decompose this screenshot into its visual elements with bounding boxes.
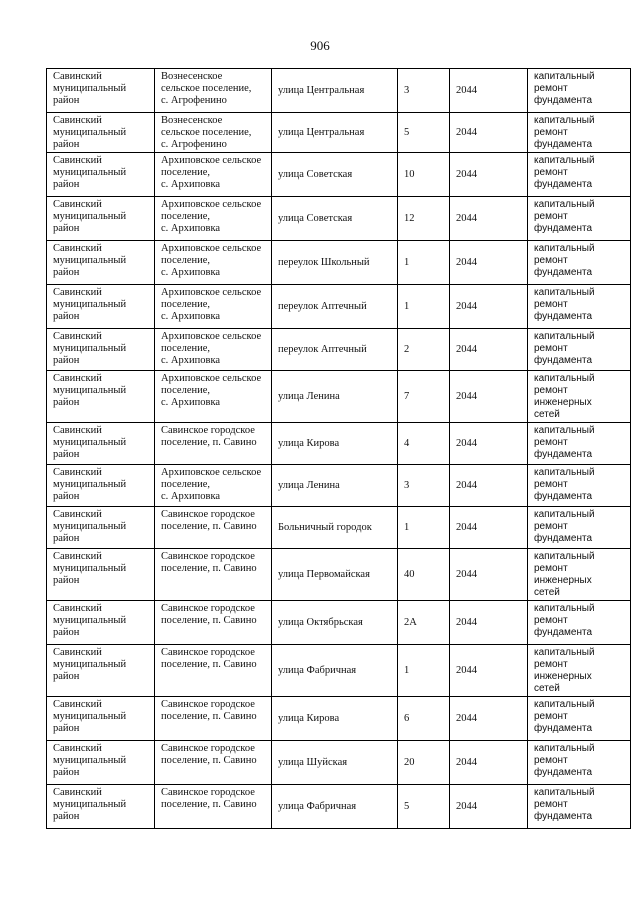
street-cell-text: переулок Аптечный xyxy=(278,300,367,312)
settlement-cell xyxy=(155,549,272,601)
district-cell xyxy=(47,507,155,549)
settlement-cell-text: Архиповское сельское поселение, с. Архиповка xyxy=(161,331,262,366)
district-cell xyxy=(47,741,155,785)
table-row xyxy=(47,69,631,113)
settlement-cell-text: Савинское городское поселение, п. Савино xyxy=(161,787,257,810)
table-row xyxy=(47,465,631,507)
year-cell xyxy=(450,645,528,697)
house-number-cell xyxy=(398,785,450,829)
district-cell-text: Савинский муниципальный район xyxy=(53,155,127,190)
work-type-cell xyxy=(528,645,631,697)
house-number-cell xyxy=(398,329,450,371)
house-number-cell-text: 4 xyxy=(404,437,410,449)
year-cell-text: 2044 xyxy=(456,616,477,628)
year-cell xyxy=(450,507,528,549)
settlement-cell-text: Савинское городское поселение, п. Савино xyxy=(161,603,257,626)
settlement-cell xyxy=(155,69,272,113)
district-cell-text: Савинский муниципальный район xyxy=(53,71,127,106)
house-number-cell xyxy=(398,645,450,697)
street-cell-text: переулок Аптечный xyxy=(278,343,367,355)
district-cell-text: Савинский муниципальный район xyxy=(53,467,127,502)
work-type-cell-text: капитальный ремонт фундамента xyxy=(534,743,595,778)
settlement-cell-text: Архиповское сельское поселение, с. Архиповка xyxy=(161,287,262,322)
work-type-cell xyxy=(528,241,631,285)
street-cell-text: улица Ленина xyxy=(278,390,340,402)
district-cell-text: Савинский муниципальный район xyxy=(53,743,127,778)
year-cell xyxy=(450,241,528,285)
settlement-cell-text: Савинское городское поселение, п. Савино xyxy=(161,509,257,532)
district-cell-text: Савинский муниципальный район xyxy=(53,603,127,638)
settlement-cell xyxy=(155,741,272,785)
work-type-cell-text: капитальный ремонт фундамента xyxy=(534,115,595,150)
district-cell xyxy=(47,197,155,241)
street-cell xyxy=(272,285,398,329)
year-cell-text: 2044 xyxy=(456,126,477,138)
table-row xyxy=(47,371,631,423)
house-number-cell-text: 5 xyxy=(404,800,410,812)
settlement-cell-text: Савинское городское поселение, п. Савино xyxy=(161,551,257,574)
work-type-cell-text: капитальный ремонт фундамента xyxy=(534,787,595,822)
work-type-cell xyxy=(528,285,631,329)
year-cell xyxy=(450,423,528,465)
street-cell xyxy=(272,69,398,113)
street-cell xyxy=(272,601,398,645)
street-cell-text: улица Фабричная xyxy=(278,664,357,676)
house-number-cell-text: 1 xyxy=(404,300,410,312)
work-type-cell xyxy=(528,153,631,197)
settlement-cell xyxy=(155,785,272,829)
settlement-cell xyxy=(155,465,272,507)
district-cell xyxy=(47,645,155,697)
house-number-cell xyxy=(398,697,450,741)
settlement-cell xyxy=(155,371,272,423)
year-cell-text: 2044 xyxy=(456,437,477,449)
street-cell-text: улица Ленина xyxy=(278,479,340,491)
street-cell-text: улица Кирова xyxy=(278,712,340,724)
house-number-cell-text: 40 xyxy=(404,568,415,580)
table-row xyxy=(47,785,631,829)
house-number-cell xyxy=(398,69,450,113)
settlement-cell xyxy=(155,601,272,645)
street-cell xyxy=(272,153,398,197)
street-cell xyxy=(272,241,398,285)
work-type-cell xyxy=(528,113,631,153)
street-cell-text: улица Кирова xyxy=(278,437,340,449)
street-cell xyxy=(272,371,398,423)
table-row xyxy=(47,329,631,371)
district-cell xyxy=(47,371,155,423)
work-type-cell xyxy=(528,785,631,829)
work-type-cell-text: капитальный ремонт фундамента xyxy=(534,603,595,638)
house-number-cell xyxy=(398,197,450,241)
house-number-cell xyxy=(398,549,450,601)
house-number-cell xyxy=(398,601,450,645)
year-cell xyxy=(450,113,528,153)
year-cell xyxy=(450,153,528,197)
house-number-cell-text: 10 xyxy=(404,168,415,180)
table-row xyxy=(47,697,631,741)
work-type-cell xyxy=(528,371,631,423)
work-type-cell xyxy=(528,741,631,785)
house-number-cell-text: 1 xyxy=(404,521,410,533)
table-row xyxy=(47,423,631,465)
street-cell-text: переулок Школьный xyxy=(278,256,370,268)
year-cell-text: 2044 xyxy=(456,256,477,268)
house-number-cell-text: 7 xyxy=(404,390,410,402)
house-number-cell-text: 6 xyxy=(404,712,410,724)
district-cell xyxy=(47,785,155,829)
district-cell-text: Савинский муниципальный район xyxy=(53,509,127,544)
work-type-cell xyxy=(528,197,631,241)
year-cell xyxy=(450,197,528,241)
work-type-cell-text: капитальный ремонт фундамента xyxy=(534,155,595,190)
district-cell-text: Савинский муниципальный район xyxy=(53,787,127,822)
district-cell-text: Савинский муниципальный район xyxy=(53,115,127,150)
year-cell-text: 2044 xyxy=(456,168,477,180)
district-cell xyxy=(47,241,155,285)
work-type-cell-text: капитальный ремонт инженерных сетей xyxy=(534,647,595,694)
house-number-cell xyxy=(398,423,450,465)
district-cell xyxy=(47,465,155,507)
work-type-cell-text: капитальный ремонт фундамента xyxy=(534,425,595,460)
street-cell-text: улица Первомайская xyxy=(278,568,370,580)
year-cell-text: 2044 xyxy=(456,343,477,355)
year-cell xyxy=(450,549,528,601)
settlement-cell xyxy=(155,241,272,285)
street-cell-text: улица Фабричная xyxy=(278,800,357,812)
house-number-cell-text: 2А xyxy=(404,616,417,628)
house-number-cell xyxy=(398,465,450,507)
work-type-cell xyxy=(528,601,631,645)
settlement-cell-text: Вознесенское сельское поселение, с. Агрофенино xyxy=(161,115,252,150)
district-cell-text: Савинский муниципальный район xyxy=(53,425,127,460)
year-cell xyxy=(450,69,528,113)
year-cell-text: 2044 xyxy=(456,212,477,224)
settlement-cell xyxy=(155,423,272,465)
street-cell xyxy=(272,549,398,601)
work-type-cell-text: капитальный ремонт фундамента xyxy=(534,509,595,544)
year-cell xyxy=(450,601,528,645)
house-number-cell-text: 12 xyxy=(404,212,415,224)
settlement-cell-text: Архиповское сельское поселение, с. Архиповка xyxy=(161,243,262,278)
district-cell-text: Савинский муниципальный район xyxy=(53,287,127,322)
district-cell xyxy=(47,153,155,197)
table-row xyxy=(47,507,631,549)
settlement-cell-text: Савинское городское поселение, п. Савино xyxy=(161,647,257,670)
settlement-cell xyxy=(155,113,272,153)
settlement-cell-text: Архиповское сельское поселение, с. Архиповка xyxy=(161,199,262,234)
registry-table-body xyxy=(47,69,631,829)
settlement-cell xyxy=(155,197,272,241)
work-type-cell-text: капитальный ремонт фундамента xyxy=(534,287,595,322)
district-cell xyxy=(47,329,155,371)
work-type-cell xyxy=(528,549,631,601)
district-cell-text: Савинский муниципальный район xyxy=(53,199,127,234)
house-number-cell-text: 1 xyxy=(404,256,410,268)
year-cell-text: 2044 xyxy=(456,712,477,724)
street-cell xyxy=(272,423,398,465)
district-cell-text: Савинский муниципальный район xyxy=(53,647,127,682)
district-cell xyxy=(47,69,155,113)
house-number-cell-text: 20 xyxy=(404,756,415,768)
house-number-cell xyxy=(398,113,450,153)
settlement-cell-text: Савинское городское поселение, п. Савино xyxy=(161,699,257,722)
street-cell xyxy=(272,645,398,697)
year-cell-text: 2044 xyxy=(456,84,477,96)
house-number-cell xyxy=(398,371,450,423)
table-row xyxy=(47,197,631,241)
street-cell xyxy=(272,113,398,153)
table-row xyxy=(47,741,631,785)
street-cell-text: улица Шуйская xyxy=(278,756,348,768)
page-number: 906 xyxy=(310,38,330,53)
settlement-cell-text: Вознесенское сельское поселение, с. Агрофенино xyxy=(161,71,252,106)
street-cell-text: улица Центральная xyxy=(278,84,365,96)
year-cell xyxy=(450,741,528,785)
work-type-cell-text: капитальный ремонт инженерных сетей xyxy=(534,551,595,598)
district-cell-text: Савинский муниципальный район xyxy=(53,243,127,278)
year-cell-text: 2044 xyxy=(456,756,477,768)
house-number-cell-text: 3 xyxy=(404,84,410,96)
year-cell xyxy=(450,697,528,741)
work-type-cell xyxy=(528,329,631,371)
house-number-cell xyxy=(398,153,450,197)
house-number-cell-text: 3 xyxy=(404,479,410,491)
table-row xyxy=(47,241,631,285)
settlement-cell xyxy=(155,697,272,741)
work-type-cell xyxy=(528,697,631,741)
table-row xyxy=(47,549,631,601)
work-type-cell xyxy=(528,507,631,549)
year-cell-text: 2044 xyxy=(456,390,477,402)
work-type-cell-text: капитальный ремонт фундамента xyxy=(534,467,595,502)
district-cell xyxy=(47,697,155,741)
street-cell xyxy=(272,785,398,829)
year-cell-text: 2044 xyxy=(456,800,477,812)
year-cell-text: 2044 xyxy=(456,479,477,491)
year-cell xyxy=(450,371,528,423)
table-row xyxy=(47,285,631,329)
year-cell-text: 2044 xyxy=(456,300,477,312)
house-number-cell xyxy=(398,285,450,329)
work-type-cell xyxy=(528,465,631,507)
table-row xyxy=(47,601,631,645)
work-type-cell-text: капитальный ремонт фундамента xyxy=(534,331,595,366)
work-type-cell-text: капитальный ремонт инженерных сетей xyxy=(534,373,595,420)
work-type-cell-text: капитальный ремонт фундамента xyxy=(534,71,595,106)
settlement-cell-text: Архиповское сельское поселение, с. Архиповка xyxy=(161,467,262,502)
district-cell xyxy=(47,113,155,153)
district-cell-text: Савинский муниципальный район xyxy=(53,551,127,586)
table-row xyxy=(47,153,631,197)
registry-table xyxy=(46,68,631,829)
year-cell-text: 2044 xyxy=(456,521,477,533)
house-number-cell xyxy=(398,507,450,549)
street-cell-text: Больничный городок xyxy=(278,521,372,533)
year-cell-text: 2044 xyxy=(456,664,477,676)
work-type-cell-text: капитальный ремонт фундамента xyxy=(534,199,595,234)
district-cell xyxy=(47,285,155,329)
work-type-cell-text: капитальный ремонт фундамента xyxy=(534,243,595,278)
year-cell xyxy=(450,329,528,371)
house-number-cell-text: 2 xyxy=(404,343,410,355)
district-cell-text: Савинский муниципальный район xyxy=(53,373,127,408)
street-cell-text: улица Октябрьская xyxy=(278,616,363,628)
settlement-cell-text: Савинское городское поселение, п. Савино xyxy=(161,425,257,448)
work-type-cell xyxy=(528,69,631,113)
street-cell xyxy=(272,697,398,741)
house-number-cell-text: 1 xyxy=(404,664,410,676)
district-cell-text: Савинский муниципальный район xyxy=(53,699,127,734)
street-cell xyxy=(272,507,398,549)
district-cell xyxy=(47,549,155,601)
year-cell-text: 2044 xyxy=(456,568,477,580)
street-cell-text: улица Центральная xyxy=(278,126,365,138)
district-cell xyxy=(47,423,155,465)
work-type-cell xyxy=(528,423,631,465)
settlement-cell xyxy=(155,285,272,329)
year-cell xyxy=(450,285,528,329)
house-number-cell xyxy=(398,741,450,785)
settlement-cell xyxy=(155,329,272,371)
street-cell xyxy=(272,741,398,785)
table-row xyxy=(47,113,631,153)
work-type-cell-text: капитальный ремонт фундамента xyxy=(534,699,595,734)
settlement-cell xyxy=(155,645,272,697)
settlement-cell-text: Архиповское сельское поселение, с. Архиповка xyxy=(161,155,262,190)
street-cell-text: улица Советская xyxy=(278,212,353,224)
year-cell xyxy=(450,785,528,829)
table-row xyxy=(47,645,631,697)
settlement-cell xyxy=(155,507,272,549)
street-cell xyxy=(272,329,398,371)
settlement-cell xyxy=(155,153,272,197)
district-cell-text: Савинский муниципальный район xyxy=(53,331,127,366)
house-number-cell-text: 5 xyxy=(404,126,410,138)
street-cell xyxy=(272,197,398,241)
house-number-cell xyxy=(398,241,450,285)
district-cell xyxy=(47,601,155,645)
street-cell xyxy=(272,465,398,507)
year-cell xyxy=(450,465,528,507)
settlement-cell-text: Архиповское сельское поселение, с. Архиповка xyxy=(161,373,262,408)
street-cell-text: улица Советская xyxy=(278,168,353,180)
settlement-cell-text: Савинское городское поселение, п. Савино xyxy=(161,743,257,766)
